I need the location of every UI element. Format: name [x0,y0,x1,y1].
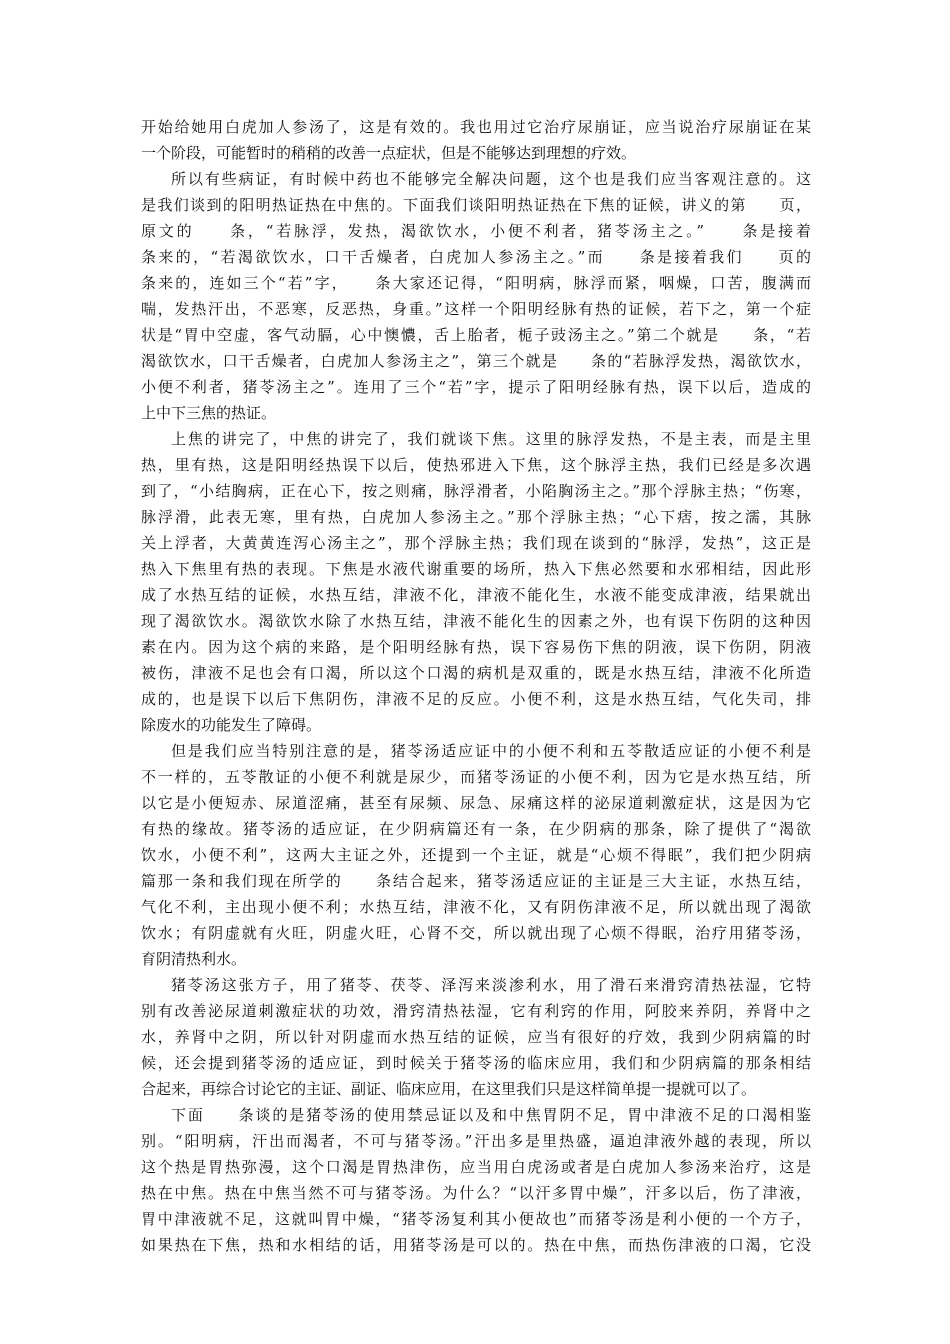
text-line: 胃中津液就不足，这就叫胃中燥，“猪苓汤复利其小便故也”而猪苓汤是利小便的一个方子， [141,1210,811,1228]
text-line: 但是我们应当特别注意的是，猪苓汤适应证中的小便不利和五苓散适应证的小便不利是 [171,742,811,760]
text-line: 关上浮者，大黄黄连泻心汤主之”，那个浮脉主热；我们现在谈到的“脉浮，发热”，这正是 [141,534,811,552]
text-line: 被伤，津液不足也会有口渴，所以这个口渴的病机是双重的，既是水热互结，津液不化所造 [141,664,811,682]
text-line: 条来的，“若渴欲饮水，口干舌燥者，白虎加人参汤主之。”而 条是接着我们 页的 [141,248,811,266]
paragraph [141,1102,811,1258]
text-line: 成的，也是误下以后下焦阴伤，津液不足的反应。小便不利，这是水热互结，气化失司，排 [141,690,811,708]
text-line: 素在内。因为这个病的来路，是个阳明经脉有热，误下容易伤下焦的阴液，误下伤阴，阴液 [141,638,811,656]
text-line: 育阴清热利水。 [141,950,247,968]
text-line: 一个阶段，可能暂时的稍稍的改善一点症状，但是不能够达到理想的疗效。 [141,144,637,162]
text-line: 热入下焦里有热的表现。下焦是水液代谢重要的场所，热入下焦必然要和水邪相结，因此形 [141,560,811,578]
text-line: 如果热在下焦，热和水相结的话，用猪苓汤是可以的。热在中焦，而热伤津液的口渴，它没 [141,1236,811,1254]
text-line: 以它是小便短赤、尿道涩痛，甚至有尿频、尿急、尿痛这样的泌尿道刺激症状，这是因为它 [141,794,811,812]
paragraph [141,114,811,166]
text-line: 有热的缘故。猪苓汤的适应证，在少阴病篇还有一条，在少阴病的那条，除了提供了“渴欲 [141,820,811,838]
text-line: 别。“阳明病，汗出而渴者，不可与猪苓汤。”汗出多是里热盛，逼迫津液外越的表现，所以 [141,1132,811,1150]
text-line: 原文的 条，“若脉浮，发热，渴欲饮水，小便不利者，猪苓汤主之。” 条是接着 [141,222,811,240]
body-text [141,114,811,1258]
text-line: 成了水热互结的证候，水热互结，津液不化，津液不能化生，水液不能变成津液，结果就出 [141,586,811,604]
text-line: 猪苓汤这张方子，用了猪苓、茯苓、泽泻来淡渗利水，用了滑石来滑窍清热祛湿，它特 [171,976,811,994]
text-line: 条来的，连如三个“若”字， 条大家还记得，“阳明病，脉浮而紧，咽燥，口苦，腹满而 [141,274,811,292]
paragraph [141,166,811,426]
paragraph [141,738,811,972]
text-line: 渴欲饮水，口干舌燥者，白虎加人参汤主之”，第三个就是 条的“若脉浮发热，渴欲饮水， [141,352,811,370]
paragraph [141,972,811,1102]
text-line: 不一样的，五苓散证的小便不利就是尿少，而猪苓汤证的小便不利，因为它是水热互结，所 [141,768,811,786]
paragraph [141,426,811,738]
text-line: 上中下三焦的热证。 [141,404,277,422]
text-line: 饮水；有阴虚就有火旺，阴虚火旺，心肾不交，所以就出现了心烦不得眠，治疗用猪苓汤， [141,924,811,942]
text-line: 篇那一条和我们现在所学的 条结合起来，猪苓汤适应证的主证是三大主证，水热互结， [141,872,811,890]
text-line: 除废水的功能发生了障碍。 [141,716,322,734]
text-line: 水，养肾中之阴，所以针对阴虚而水热互结的证候，应当有很好的疗效，我到少阴病篇的时 [141,1028,811,1046]
text-line: 气化不利，主出现小便不利；水热互结，津液不化，又有阴伤津液不足，所以就出现了渴欲 [141,898,811,916]
text-line: 下面 条谈的是猪苓汤的使用禁忌证以及和中焦胃阴不足，胃中津液不足的口渴相鉴 [171,1106,811,1124]
text-line: 喘，发热汗出，不恶寒，反恶热，身重。”这样一个阳明经脉有热的证候，若下之，第一个症 [141,300,811,318]
text-line: 上焦的讲完了，中焦的讲完了，我们就谈下焦。这里的脉浮发热，不是主表，而是主里 [171,430,811,448]
text-line: 状是“胃中空虚，客气动膈，心中懊憹，舌上胎者，栀子豉汤主之。”第二个就是 条，“若 [141,326,811,344]
text-line: 饮水，小便不利”，这两大主证之外，还提到一个主证，就是“心烦不得眠”，我们把少阴病 [141,846,811,864]
text-line: 别有改善泌尿道刺激症状的功效，滑窍清热祛湿，它有利窍的作用，阿胶来养阴，养肾中之 [141,1002,811,1020]
text-line: 所以有些病证，有时候中药也不能够完全解决问题，这个也是我们应当客观注意的。这 [171,170,811,188]
text-line: 脉浮滑，此表无寒，里有热，白虎加人参汤主之。”那个浮脉主热；“心下痞，按之濡，其脉 [141,508,811,526]
text-line: 热在中焦。热在中焦当然不可与猪苓汤。为什么？“以汗多胃中燥”，汗多以后，伤了津液， [141,1184,811,1202]
text-line: 小便不利者，猪苓汤主之”。连用了三个“若”字，提示了阳明经脉有热，误下以后，造成的 [141,378,811,396]
text-line: 热，里有热，这是阳明经热误下以后，使热邪进入下焦，这个脉浮主热，我们已经是多次遇 [141,456,811,474]
text-line: 是我们谈到的阳明热证热在中焦的。下面我们谈阳明热证热在下焦的证候，讲义的第 页， [141,196,811,214]
text-line: 现了渴欲饮水。渴欲饮水除了水热互结，津液不能化生的因素之外，也有误下伤阴的这种因 [141,612,811,630]
text-line: 到了，“小结胸病，正在心下，按之则痛，脉浮滑者，小陷胸汤主之。”那个浮脉主热；“伤寒， [141,482,811,500]
text-line: 候，还会提到猪苓汤的适应证，到时候关于猪苓汤的临床应用，我们和少阴病篇的那条相结 [141,1054,811,1072]
text-line: 合起来，再综合讨论它的主证、副证、临床应用，在这里我们只是这样简单提一提就可以了。 [141,1080,757,1098]
text-line: 开始给她用白虎加人参汤了，这是有效的。我也用过它治疗尿崩证，应当说治疗尿崩证在某 [141,118,811,136]
text-line: 这个热是胃热弥漫，这个口渴是胃热津伤，应当用白虎汤或者是白虎加人参汤来治疗，这是 [141,1158,811,1176]
